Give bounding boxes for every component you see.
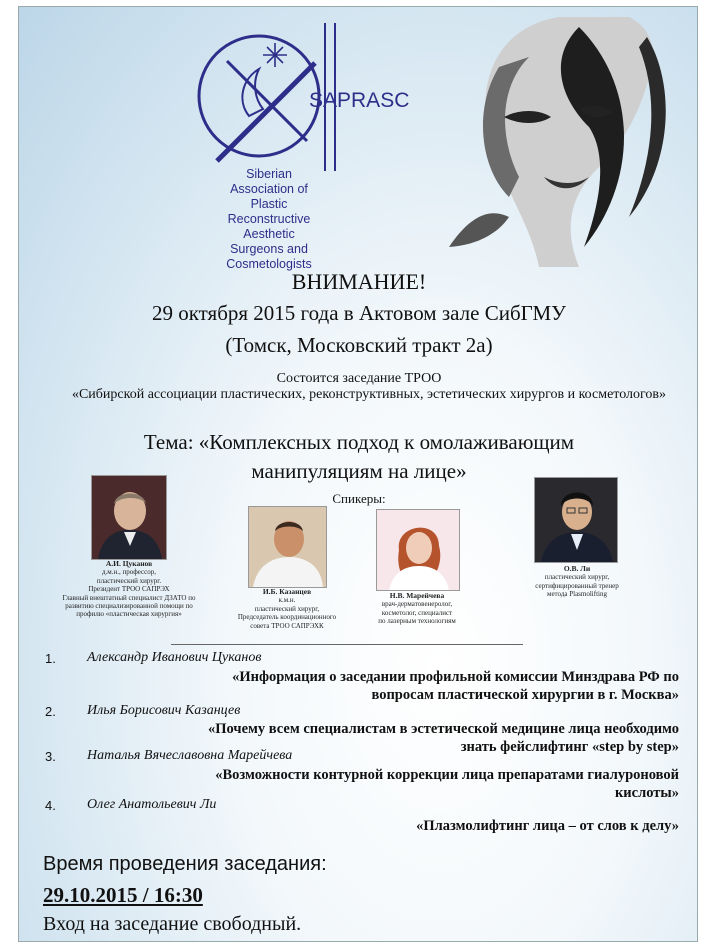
- snowflake-icon: [263, 43, 287, 67]
- speaker-caption-2: И.Б. Казанцев к.м.н. пластический хирург, Председатель координационного совета ТРОО САПРЭХК: [219, 588, 355, 630]
- program-talk: «Почему всем специалистам в эстетической медицине лица необходимо знать фейслифтинг «step by step»: [208, 721, 679, 755]
- program-number: 1.: [45, 651, 56, 666]
- time-label: Время проведения заседания:: [43, 853, 327, 875]
- program-talk: «Плазмолифтинг лица – от слов к делу»: [416, 818, 679, 834]
- assoc-line: Plastic: [250, 197, 288, 211]
- program-talk: «Информация о заседании профильной комиссии Минздрава РФ по вопросам пластической хирургии в г. Москва»: [232, 669, 679, 703]
- speaker-caption-1: А.И. Цуканов д.м.н., профессор, пластический хирург. Президент ТРОО САПРЭХ Главный внештатный специалист ДЗАТО по развитию специализированной помощи по профилю «пластическая хирургия»: [49, 560, 209, 619]
- program-speaker: Наталья Вячеславовна Марейчева: [87, 748, 293, 763]
- speaker-photo-3: [376, 509, 460, 591]
- assoc-line: Aesthetic: [243, 227, 295, 241]
- assoc-line: Surgeons and: [230, 242, 308, 256]
- speakers-label: Спикеры:: [332, 491, 386, 506]
- divider: [171, 644, 523, 645]
- speaker-photo-4: [534, 477, 618, 563]
- assoc-line: Siberian: [246, 167, 292, 181]
- program-number: 4.: [45, 798, 56, 813]
- association-name: [209, 167, 329, 272]
- program-number: 3.: [45, 749, 56, 764]
- program-speaker: Олег Анатольевич Ли: [87, 797, 217, 812]
- speaker-photo-1: [91, 475, 167, 560]
- logo-acronym: SAPRASC: [309, 89, 410, 112]
- assoc-line: Association of: [230, 182, 308, 196]
- program-speaker: Илья Борисович Казанцев: [87, 703, 241, 718]
- date-line: 29 октября 2015 года в Актовом зале СибГМУ: [151, 301, 567, 325]
- speaker-name: А.И. Цуканов: [105, 559, 153, 568]
- speaker-caption-4: О.В. Ли пластический хирург, сертифицированный тренер метода Plasmolifting: [519, 565, 635, 599]
- meeting-line-1: Состоится заседание ТРОО: [276, 371, 442, 386]
- speaker-photo-2: [248, 506, 327, 588]
- attention-heading: ВНИМАНИЕ!: [291, 269, 427, 294]
- place-line: (Томск, Московский тракт 2а): [225, 333, 493, 357]
- program-talk: «Возможности контурной коррекции лица препаратами гиалуроновой кислоты»: [215, 767, 679, 801]
- speaker-name: О.В. Ли: [563, 564, 591, 573]
- meeting-line-2: «Сибирской ассоциации пластических, реконструктивных, эстетических хирургов и косметологов»: [71, 387, 667, 402]
- assoc-line: Reconstructive: [227, 212, 311, 226]
- speaker-name: И.Б. Казанцев: [262, 587, 312, 596]
- poster: [18, 6, 698, 942]
- entry-note: Вход на заседание свободный.: [43, 913, 302, 935]
- saprasc-logo: [197, 21, 427, 171]
- program-speaker: Александр Иванович Цуканов: [87, 650, 262, 665]
- theme-line-1: Тема: «Комплексных подход к омолаживающим: [143, 430, 575, 454]
- program-number: 2.: [45, 704, 56, 719]
- speaker-name: Н.В. Марейчева: [389, 591, 445, 600]
- assoc-line: Cosmetologists: [226, 257, 312, 271]
- theme-line-2: манипуляциям на лице»: [251, 459, 467, 483]
- speaker-caption-3: Н.В. Марейчева врач-дерматовенеролог, косметолог, специалист по лазерным технологиям: [359, 592, 475, 626]
- time-value: 29.10.2015 / 16:30: [43, 883, 203, 907]
- face-illustration: [409, 17, 689, 267]
